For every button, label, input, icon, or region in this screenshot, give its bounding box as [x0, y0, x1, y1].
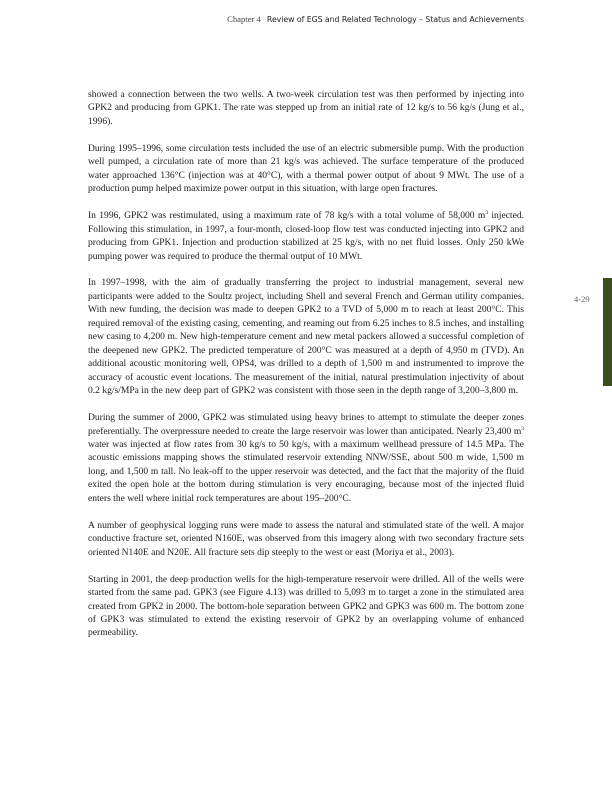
paragraph-text: During the summer of 2000, GPK2 was stimulated using heavy brines to attempt to stimulate the deeper zones preferentially. The overpressure needed to create the large reservoir was lower than anticipated. Nearly 23,400 m	[88, 412, 524, 437]
paragraph-text: In 1996, GPK2 was restimulated, using a maximum rate of 78 kg/s with a total volume of 58,000 m	[88, 210, 486, 222]
superscript: 3	[521, 425, 524, 432]
superscript: 3	[485, 210, 489, 217]
paragraph	[88, 411, 524, 505]
paragraph: A number of geophysical logging runs were made to assess the natural and stimulated state of the well. A major conductive fracture set, oriented N160E, was observed from this imagery along with two secondary fracture sets oriented N140E and N20E. All fracture sets dip steeply to the west or east (Moriya et al., 2003).	[88, 519, 524, 558]
running-header	[0, 14, 524, 24]
chapter-title: Review of EGS and Related Technology – Status and Achievements	[266, 15, 524, 24]
paragraph: In 1997–1998, with the aim of gradually transferring the project to industrial management, several new participants were added to the Soultz project, including Shell and several French and German utility companies. With new funding, the decision was made to deepen GPK2 to a TVD of 5,000 m to reach at least 200°C. This required removal of the existing casing, cementing, and reaming out from 6.25 inches to 8.5 inches, and installing new casing to 4,200 m. New high-temperature cement and new metal packers allowed a successful completion of the deepened new GPK2. The predicted temperature of 200°C was measured at a depth of 4,950 m (TVD). An additional acoustic monitoring well, OPS4, was drilled to a depth of 1,500 m and instrumented to improve the accuracy of acoustic event locations. The measurement of the initial, natural prestimulation injectivity of about 0.2 kg/s/MPa in the new deep part of GPK2 was consistent with those seen in the depth range of 3,200–3,800 m.	[88, 277, 524, 397]
chapter-side-tab	[603, 278, 612, 386]
paragraph: During 1995–1996, some circulation tests included the use of an electric submersible pump. With the production well pumped, a circulation rate of more than 21 kg/s was achieved. The surface temperature of the produced water approached 136°C (injection was at 40°C), with a thermal power output of about 9 MWt. The use of a production pump helped maximize power output in this situation, with large open fractures.	[88, 142, 524, 195]
body-text	[88, 88, 524, 653]
paragraph-text: water was injected at flow rates from 30 kg/s to 50 kg/s, with a maximum wellhead pressure of 14.5 MPa. The acoustic emissions mapping shows the stimulated reservoir extending NNW/SSE, about 500 m wide, 1,500 m long, and 1,500 m tall. No leak-off to the upper reservoir was detected, and the fact that the majority of the fluid exited the open hole at the bottom during stimulation is very encouraging, because most of the injected fluid enters the well where initial rock temperatures are about 195–200°C.	[88, 438, 524, 504]
paragraph-text: injected. Following this stimulation, in 1997, a four-month, closed-loop flow test was conducted injecting into GPK2 and producing from GPK1. Injection and production stabilized at 25 kg/s, with no net fluid losses. Only 250 kWe pumping power was required to produce the thermal output of 10 MWt.	[88, 210, 524, 262]
paragraph	[88, 209, 524, 263]
paragraph: showed a connection between the two wells. A two-week circulation test was then performed by injecting into GPK2 and producing from GPK1. The rate was stepped up from an initial rate of 12 kg/s to 56 kg/s (Jung et al., 1996).	[88, 89, 524, 127]
chapter-label: Chapter 4	[227, 14, 261, 24]
page-number: 4-29	[574, 294, 590, 304]
paragraph: Starting in 2001, the deep production wells for the high-temperature reservoir were drilled. All of the wells were started from the same pad. GPK3 (see Figure 4.13) was drilled to 5,093 m to target a zone in the stimulated area created from GPK2 in 2000. The bottom-hole separation between GPK2 and GPK3 was 600 m. The bottom zone of GPK3 was stimulated to extend the existing reservoir of GPK2 by an overlapping volume of enhanced permeability.	[88, 573, 524, 639]
